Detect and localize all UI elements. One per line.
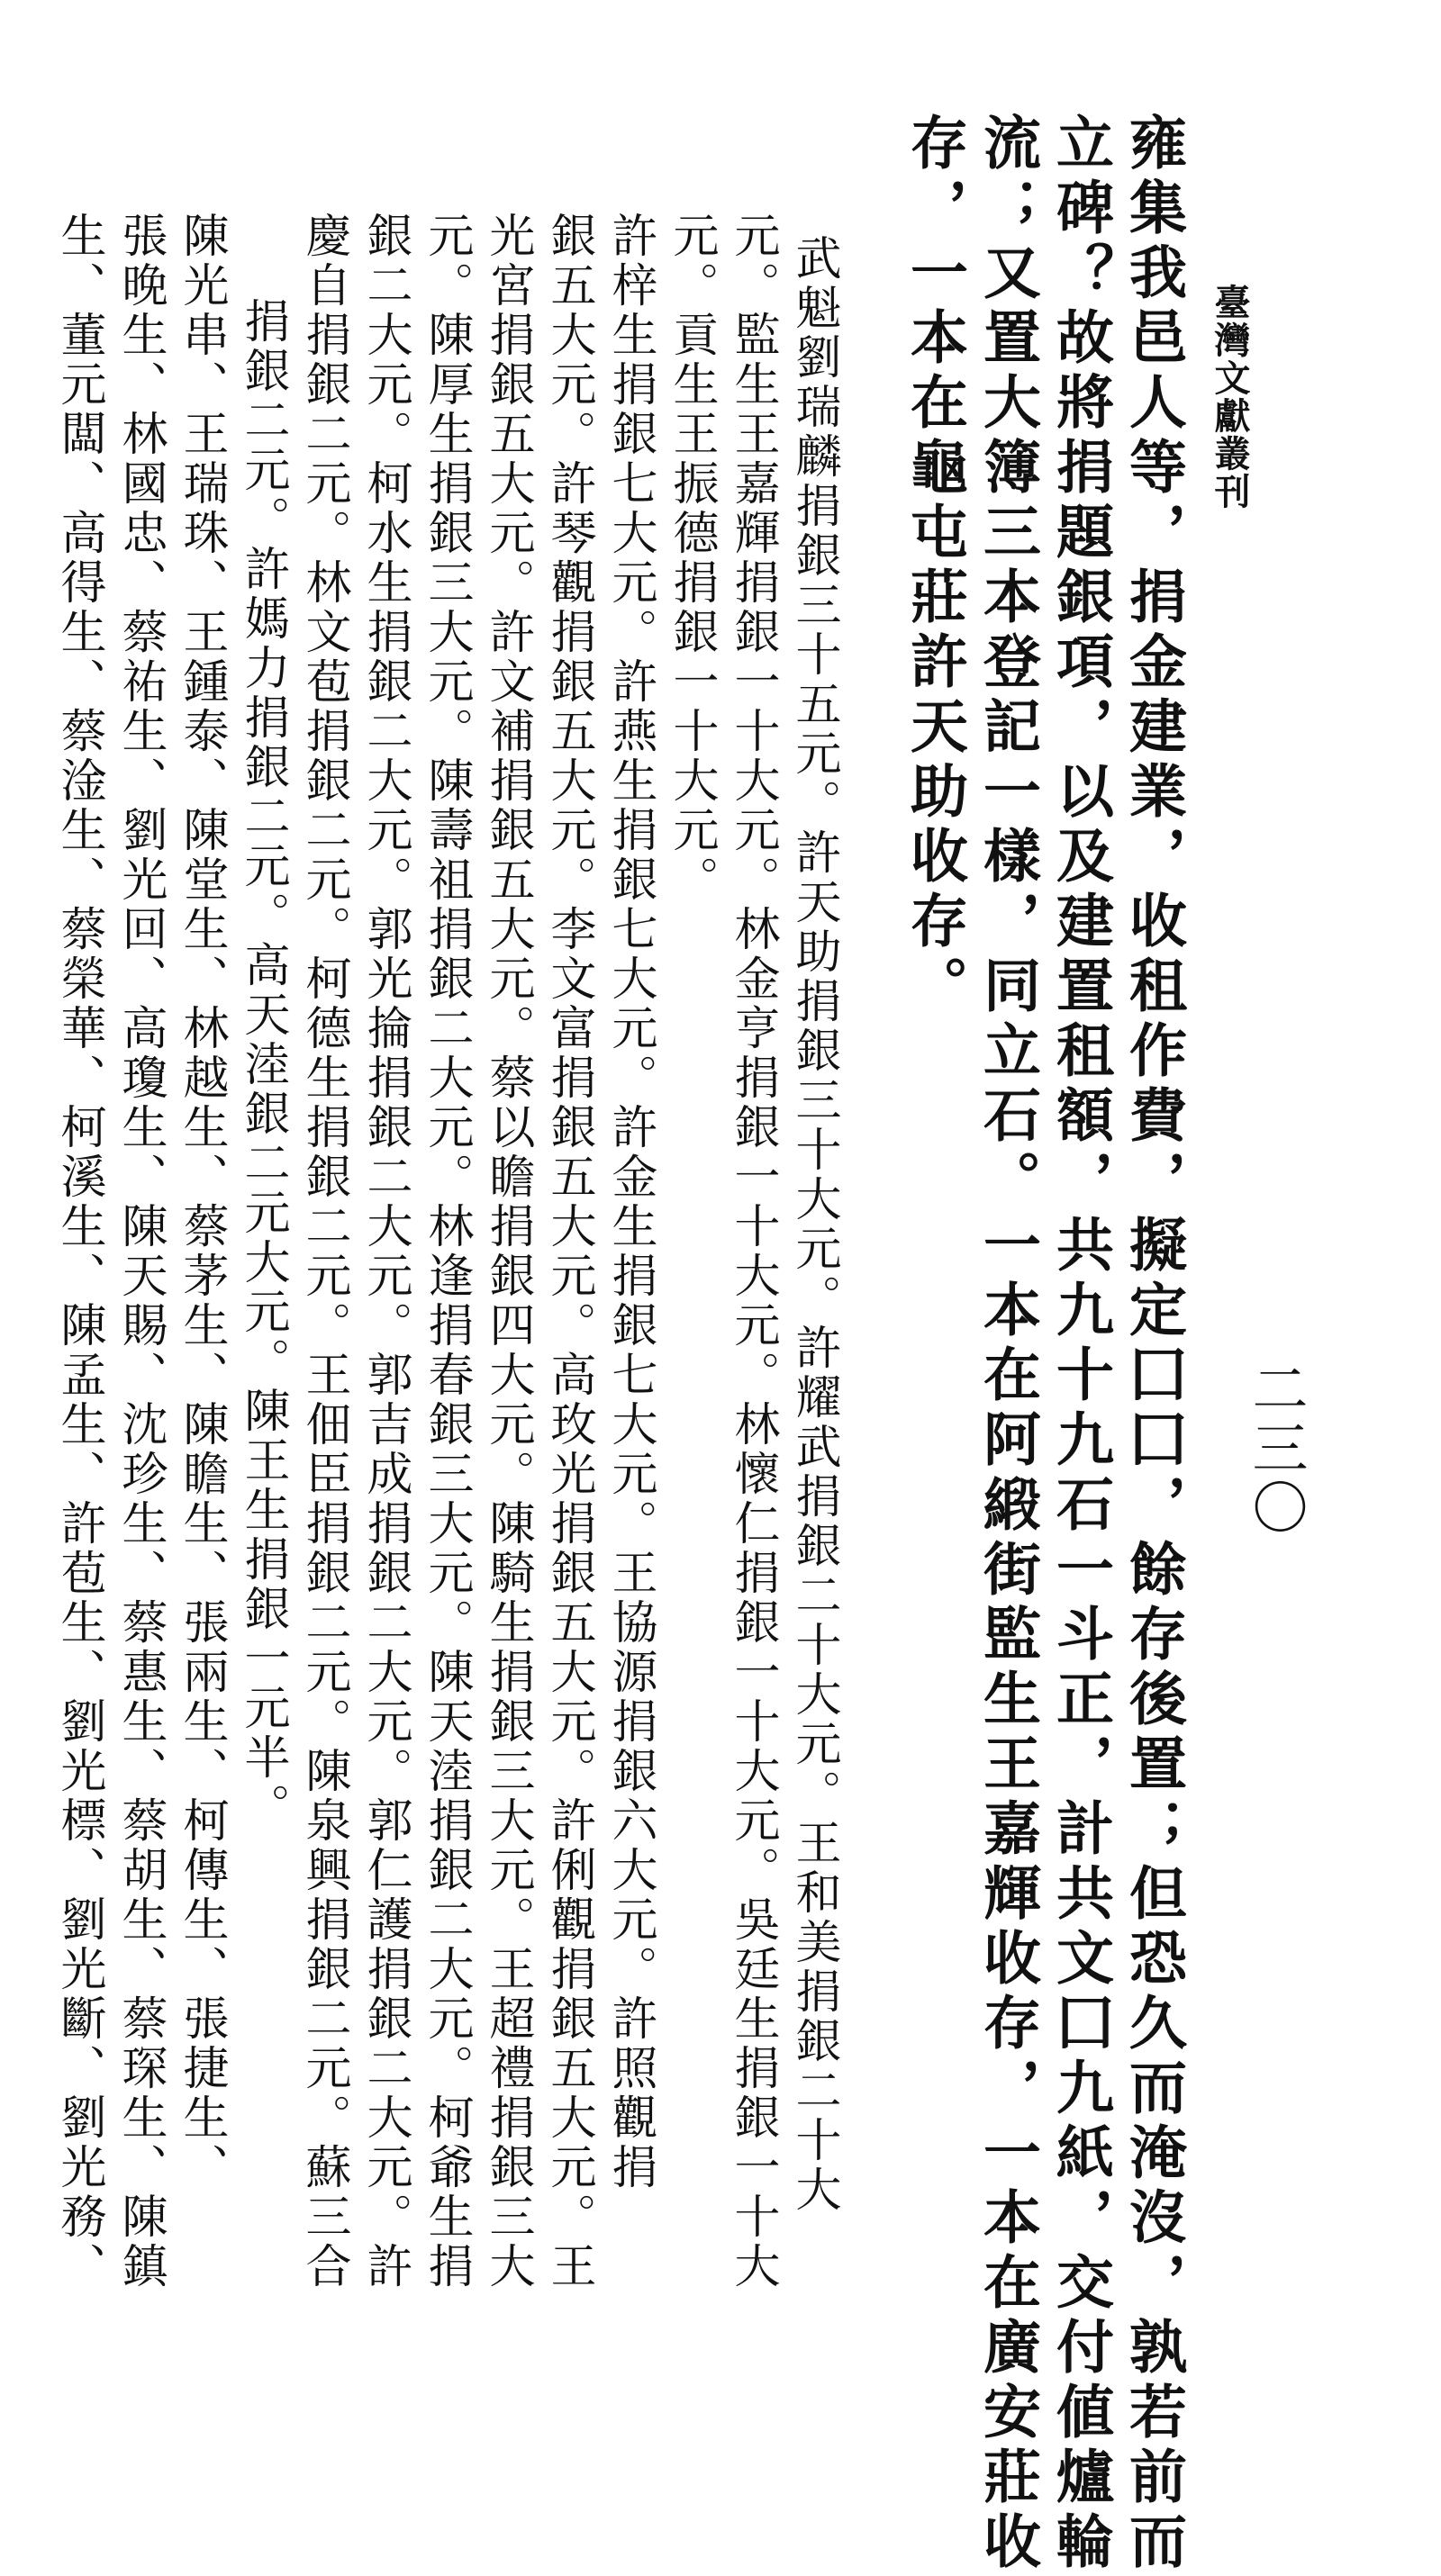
preface-line: 流；又置大簿三本登記一樣，同立石。一本在阿緞街監生王嘉輝收存，一本在廣安莊收 (974, 113, 1041, 2576)
preface-line: 立碑？故將捐題銀項，以及建置租額，共九十九石一斗正，計共文囗九紙，交付値爐輪 (1047, 113, 1114, 2576)
donor-line: 捐銀二元。許媽力捐銀二元。高天淕銀二元大元。陳王生捐銀一元半。 (236, 297, 289, 1832)
preface-line: 存，一本在龜屯莊許天助收存。 (901, 113, 968, 1020)
donor-line: 元。陳厚生捐銀三大元。陳壽祖捐銀二大元。林逢捐春銀三大元。陳天淕捐銀二大元。柯爺生捐 (420, 212, 473, 2291)
preface-line: 雍集我邑人等，捐金建業，收租作費，擬定囗囗，餘存後置；但恐久而淹沒，孰若前而 (1119, 113, 1187, 2576)
donor-line: 銀五大元。許琴觀捐銀五大元。李文富捐銀五大元。高玫光捐銀五大元。許俐觀捐銀五大元。王 (542, 212, 595, 2291)
donor-line: 生、董元闆、高得生、蔡淦生、蔡榮華、柯溪生、陳孟生、許苞生、劉光標、劉光斷、劉光務、 (52, 212, 105, 2291)
donor-line: 元。貢生王振德捐銀一十大元。 (665, 212, 718, 905)
donor-line: 元。監生王嘉輝捐銀一十大元。林金亨捐銀一十大元。林懷仁捐銀一十大元。吳廷生捐銀一十大 (726, 212, 779, 2291)
donor-line: 光宮捐銀五大元。許文補捐銀五大元。蔡以瞻捐銀四大元。陳騎生捐銀三大元。王超禮捐銀三大 (481, 212, 534, 2291)
donor-line: 武魁劉瑞麟捐銀三十五元。許天助捐銀三十大元。許耀武捐銀二十大元。王和美捐銀二十大 (787, 234, 840, 2215)
running-header-title: 臺灣文獻叢刊 (1209, 284, 1251, 511)
donor-line: 陳光串、王瑞珠、王鍾泰、陳堂生、林越生、蔡茅生、陳瞻生、張兩生、柯傳生、張捷生、 (175, 212, 228, 2192)
donor-line: 許梓生捐銀七大元。許燕生捐銀七大元。許金生捐銀七大元。王協源捐銀六大元。許照觀捐 (603, 212, 657, 2192)
donor-line: 銀二大元。柯水生捐銀二大元。郭光掄捐銀二大元。郭吉成捐銀二大元。郭仁護捐銀二大元。許 (358, 212, 412, 2291)
page-number: 二三〇 (1243, 1360, 1309, 1538)
donor-line: 張晚生、林國忠、蔡祐生、劉光回、高瓊生、陳天賜、沈珍生、蔡惠生、蔡胡生、蔡琛生、陳鎮 (113, 212, 167, 2291)
donor-line: 慶自捐銀二元。林文苞捐銀二元。柯德生捐銀二元。王佃臣捐銀二元。陳泉興捐銀二元。蘇三合 (297, 212, 350, 2291)
